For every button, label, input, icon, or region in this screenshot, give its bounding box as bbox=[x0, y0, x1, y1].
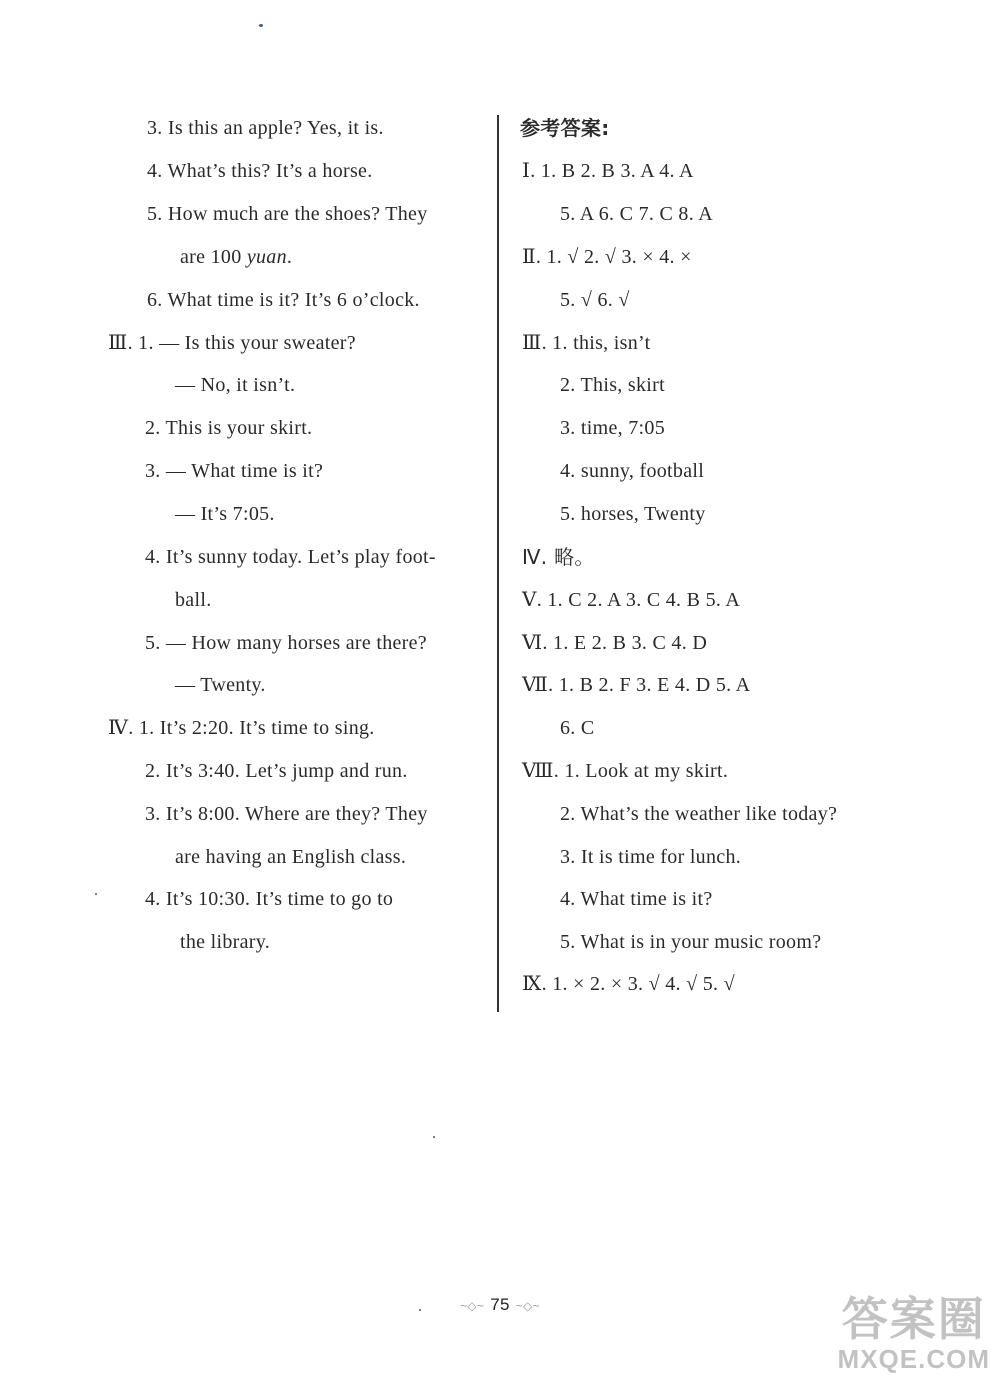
section-line: Ⅲ. 1. this, isn’t bbox=[522, 332, 651, 354]
section-line: Ⅱ. 1. √ 2. √ 3. × 4. × bbox=[522, 246, 692, 268]
answer-line: 3. It’s 8:00. Where are they? They bbox=[145, 803, 428, 825]
section-line: Ⅰ. 1. B 2. B 3. A 4. A bbox=[522, 160, 694, 182]
answer-key-heading: 参考答案: bbox=[520, 116, 610, 140]
answer-line bbox=[180, 245, 292, 269]
answer-line: 2. It’s 3:40. Let’s jump and run. bbox=[145, 760, 408, 782]
answer-line: 5. How much are the shoes? They bbox=[147, 203, 428, 225]
answer-text-italic: yuan bbox=[246, 246, 287, 268]
section-line: Ⅷ. 1. Look at my skirt. bbox=[522, 760, 729, 782]
section-line: Ⅲ. 1. — Is this your sweater? bbox=[108, 332, 356, 354]
answer-line: ball. bbox=[175, 589, 212, 611]
section-line: Ⅵ. 1. E 2. B 3. C 4. D bbox=[522, 632, 708, 654]
answer-line: 2. This, skirt bbox=[560, 374, 665, 396]
answer-line: — Twenty. bbox=[175, 674, 266, 696]
answer-line: 6. What time is it? It’s 6 o’clock. bbox=[147, 289, 420, 311]
answer-line: 2. What’s the weather like today? bbox=[560, 803, 838, 825]
section-line: Ⅴ. 1. C 2. A 3. C 4. B 5. A bbox=[522, 589, 741, 611]
answer-line: 3. It is time for lunch. bbox=[560, 846, 742, 868]
section-line: Ⅶ. 1. B 2. F 3. E 4. D 5. A bbox=[522, 674, 751, 696]
answer-line: 5. What is in your music room? bbox=[560, 931, 822, 953]
watermark-url: MXQE.COM bbox=[837, 1344, 990, 1374]
section-line: Ⅸ. 1. × 2. × 3. √ 4. √ 5. √ bbox=[522, 973, 735, 995]
answer-line: 4. What’s this? It’s a horse. bbox=[147, 160, 373, 182]
answer-line: 3. — What time is it? bbox=[145, 460, 324, 482]
answer-line: 6. C bbox=[560, 717, 595, 739]
ornament-icon: ~◇~ bbox=[460, 1298, 485, 1313]
answer-line: 5. √ 6. √ bbox=[560, 289, 630, 311]
answer-line: 4. What time is it? bbox=[560, 888, 713, 910]
answer-text: . bbox=[286, 246, 293, 268]
page-number-text: 75 bbox=[490, 1295, 510, 1314]
answer-line: 2. This is your skirt. bbox=[145, 417, 313, 439]
watermark-title: 答案圈 bbox=[841, 1292, 986, 1346]
answer-line: 3. Is this an apple? Yes, it is. bbox=[147, 117, 384, 139]
answer-text: are 100 bbox=[180, 246, 247, 268]
scan-speck bbox=[259, 24, 263, 27]
section-line: Ⅳ. 1. It’s 2:20. It’s time to sing. bbox=[108, 717, 375, 739]
answer-line: — It’s 7:05. bbox=[175, 503, 275, 525]
answer-line: 4. sunny, football bbox=[560, 460, 705, 482]
ornament-icon: ~◇~ bbox=[515, 1298, 540, 1313]
answer-line: are having an English class. bbox=[175, 846, 407, 868]
answer-line: 4. It’s sunny today. Let’s play foot- bbox=[145, 546, 436, 568]
scan-speck bbox=[433, 1136, 435, 1138]
answer-line: 4. It’s 10:30. It’s time to go to bbox=[145, 888, 394, 910]
section-line: Ⅳ. 略。 bbox=[522, 545, 595, 569]
column-divider bbox=[497, 115, 499, 1012]
scan-speck bbox=[95, 893, 97, 895]
watermark-logo bbox=[838, 1293, 990, 1373]
answer-line: — No, it isn’t. bbox=[175, 374, 296, 396]
answer-line: 5. horses, Twenty bbox=[560, 503, 706, 525]
answer-line: 5. A 6. C 7. C 8. A bbox=[560, 203, 713, 225]
answer-line: the library. bbox=[180, 931, 271, 953]
answer-line: 3. time, 7:05 bbox=[560, 417, 666, 439]
answer-line: 5. — How many horses are there? bbox=[145, 632, 427, 654]
